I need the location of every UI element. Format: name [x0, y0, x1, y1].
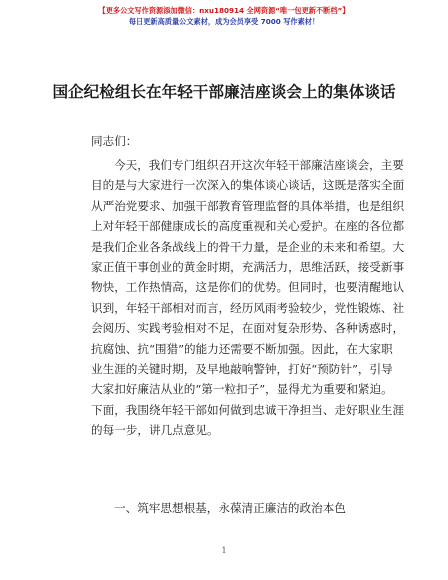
paragraph-line: 家正值干事创业的黄金时期，充满活力，思维活跃，接受新事: [91, 259, 405, 274]
salutation: 同志们：: [91, 134, 138, 148]
paragraph-line: 业生涯的关键时期，及早地敲响警钟，打好“预防针”，引导: [91, 361, 393, 376]
paragraph-line: 从严治党要求、加强干部教育管理监督的具体举措，也是组织: [91, 198, 405, 213]
paragraph-line: 目的是与大家进行一次深入的集体谈心谈话，这既是落实全面: [91, 178, 405, 193]
promo-banner: [0, 6, 448, 27]
paragraph-line: 会阅历、实践考验相对不足，在面对复杂形势、各种诱惑时，: [91, 321, 405, 336]
paragraph-line: 上对年轻干部健康成长的高度重视和关心爱护。在座的各位都: [91, 219, 405, 234]
page-number: 1: [221, 546, 227, 555]
paragraph-line: 下面，我围绕年轻干部如何做到忠诚干净担当、走好职业生涯: [91, 402, 405, 417]
paragraph-line: 今天，我们专门组织召开这次年轻干部廉洁座谈会，主要: [114, 158, 404, 172]
paragraph-line: 物快，工作热情高，这是你们的优势。但同时，也要清醒地认: [91, 280, 405, 295]
section-heading: 一、筑牢思想根基，永葆清正廉洁的政治本色: [114, 501, 346, 515]
body-paragraph: [91, 155, 405, 440]
paragraph-line: 抗腐蚀、抗“围猎”的能力还需要不断加强。因此，在大家职: [91, 341, 393, 356]
paragraph-line: 是我们企业各条战线上的骨干力量，是企业的未来和希望。大: [91, 239, 405, 254]
document-title: 国企纪检组长在年轻干部廉洁座谈会上的集体谈话: [52, 82, 396, 101]
paragraph-line: 的每一步，讲几点意见。: [91, 423, 219, 438]
paragraph-line: 识到，年轻干部相对而言，经历风雨考验较少，党性锻炼、社: [91, 300, 405, 315]
paragraph-line: 大家扣好廉洁从业的“第一粒扣子”，显得尤为重要和紧迫。: [91, 382, 393, 397]
promo-banner-line-1: 【更多公文写作资源添加微信：nxu180914 全网资源“唯一包更新不断档”】: [98, 6, 350, 15]
promo-banner-line-2: 每日更新高质量公文素材，成为会员享受 7000 写作素材！: [128, 17, 320, 26]
